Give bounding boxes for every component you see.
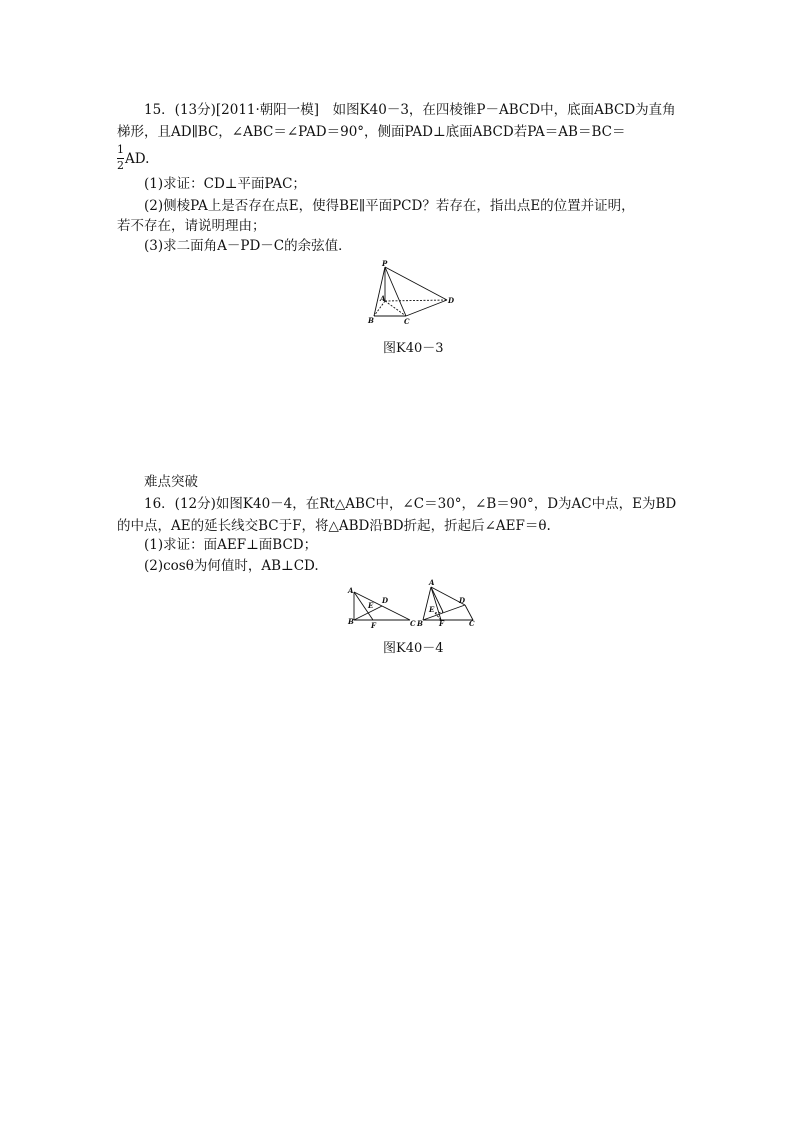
problem-15-part-3: (3)求二面角A－PD－C的余弦值． bbox=[144, 238, 352, 254]
figure-k40-4-diagrams bbox=[343, 576, 478, 628]
problem-16-part-1: (1)求证：面AEF⊥面BCD； bbox=[144, 537, 318, 553]
label-P: P bbox=[382, 260, 388, 268]
left-label-A: A bbox=[348, 586, 354, 595]
right-label-D: D bbox=[459, 596, 466, 605]
left-label-D: D bbox=[382, 596, 389, 605]
problem-15-lead: 15．(13分)[2011·朝阳一模] 如图K40－3，在四棱锥P－ABCD中，底面ABCD为直角梯形，且AD∥BC，∠ABC＝∠PAD＝90°，侧面PAD⊥底面ABCD若PA＝AB＝BC＝ bbox=[117, 102, 676, 140]
label-C: C bbox=[404, 317, 410, 326]
label-B: B bbox=[368, 316, 374, 325]
left-label-C: C bbox=[410, 619, 416, 628]
right-label-E: E bbox=[429, 605, 435, 614]
right-label-B: B bbox=[417, 619, 423, 628]
problem-15-part-2-line-1: (2)侧棱PA上是否存在点E，使得BE∥平面PCD？若存在，指出点E的位置并证明， bbox=[144, 198, 635, 214]
label-D: D bbox=[448, 296, 455, 305]
figure-k40-3-pyramid bbox=[362, 260, 462, 332]
fraction-suffix: AD. bbox=[125, 151, 150, 167]
problem-15-part-1: (1)求证：CD⊥平面PAC； bbox=[144, 176, 306, 192]
left-label-F: F bbox=[371, 621, 376, 628]
left-label-E: E bbox=[368, 601, 374, 610]
right-label-C: C bbox=[469, 619, 475, 628]
problem-16-lead: 16．(12分)如图K40－4，在Rt△ABC中，∠C＝30°，∠B＝90°，D为AC中点，E为BD的中点，AE的延长线交BC于F，将△ABD沿BD折起，折起后∠AEF＝θ. bbox=[117, 496, 677, 534]
section-title: 难点突破 bbox=[144, 474, 198, 490]
fraction-numerator: 1 bbox=[117, 143, 124, 156]
fraction-denominator: 2 bbox=[117, 159, 124, 172]
label-A: A bbox=[380, 294, 386, 303]
figure-k40-4-caption: 图K40－4 bbox=[383, 641, 444, 656]
problem-16-statement bbox=[117, 493, 682, 537]
right-label-F: F bbox=[439, 619, 444, 628]
problem-15-statement bbox=[117, 99, 682, 143]
problem-16-part-2: (2)cosθ为何值时，AB⊥CD. bbox=[144, 558, 319, 574]
left-label-B: B bbox=[348, 617, 354, 626]
figure-k40-3-caption: 图K40－3 bbox=[383, 341, 444, 356]
problem-15-part-2-line-2: 若不存在，请说明理由； bbox=[117, 218, 266, 234]
right-label-A: A bbox=[429, 578, 435, 587]
fraction-half-ad bbox=[117, 143, 157, 177]
